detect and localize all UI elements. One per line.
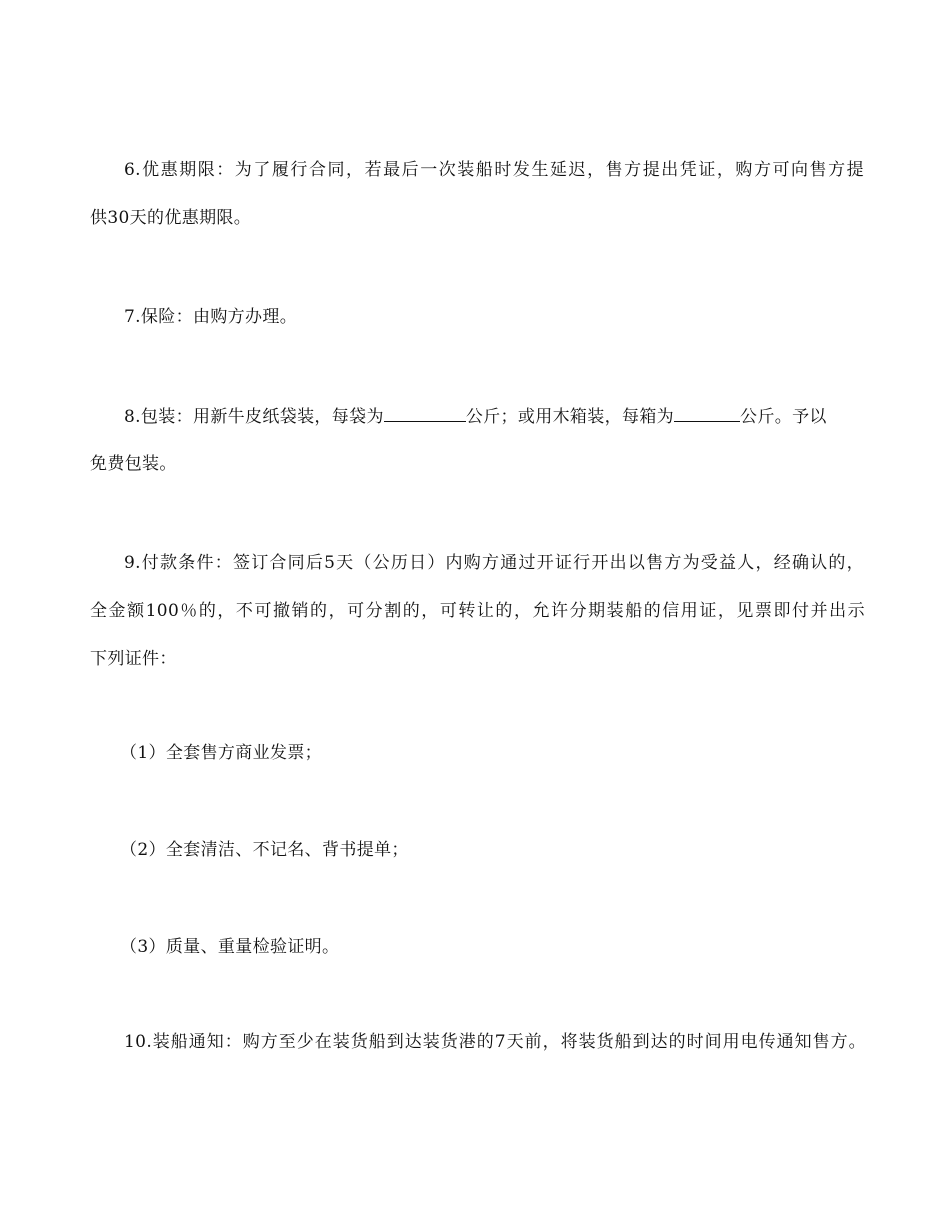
clause-9-line-2: 全金额100％的，不可撤销的，可分割的，可转让的，允许分期装船的信用证，见票即付并出示 bbox=[90, 601, 865, 621]
clause-8-text-part-1: 8.包装：用新牛皮纸袋装，每袋为 bbox=[124, 407, 384, 427]
clause-10-line-1: 10.装船通知：购方至少在装货船到达装货港的7天前，将装货船到达的时间用电传通知售方。 bbox=[124, 1032, 866, 1052]
weight-per-case-blank bbox=[674, 404, 740, 422]
clause-6-line-2: 供30天的优惠期限。 bbox=[90, 208, 252, 228]
document-list-item-1: （1）全套售方商业发票； bbox=[120, 743, 323, 763]
clause-9-line-1: 9.付款条件：签订合同后5天（公历日）内购方通过开证行开出以售方为受益人，经确认的， bbox=[124, 553, 864, 573]
clause-8-line-2: 免费包装。 bbox=[90, 454, 177, 474]
document-list-item-3: （3）质量、重量检验证明。 bbox=[120, 937, 340, 957]
document-list-item-2: （2）全套清洁、不记名、背书提单； bbox=[120, 840, 409, 860]
clause-7-line-1: 7.保险：由购方办理。 bbox=[124, 307, 298, 327]
clause-6-line-1: 6.优惠期限：为了履行合同，若最后一次装船时发生延迟，售方提出凭证，购方可向售方提 bbox=[124, 160, 864, 180]
clause-8-line-1 bbox=[124, 404, 864, 429]
clause-9-line-3: 下列证件： bbox=[90, 649, 177, 669]
weight-per-bag-blank bbox=[384, 404, 466, 422]
clause-8-text-part-3: 公斤。予以 bbox=[740, 407, 827, 427]
clause-8-text-part-2: 公斤；或用木箱装，每箱为 bbox=[465, 407, 675, 427]
